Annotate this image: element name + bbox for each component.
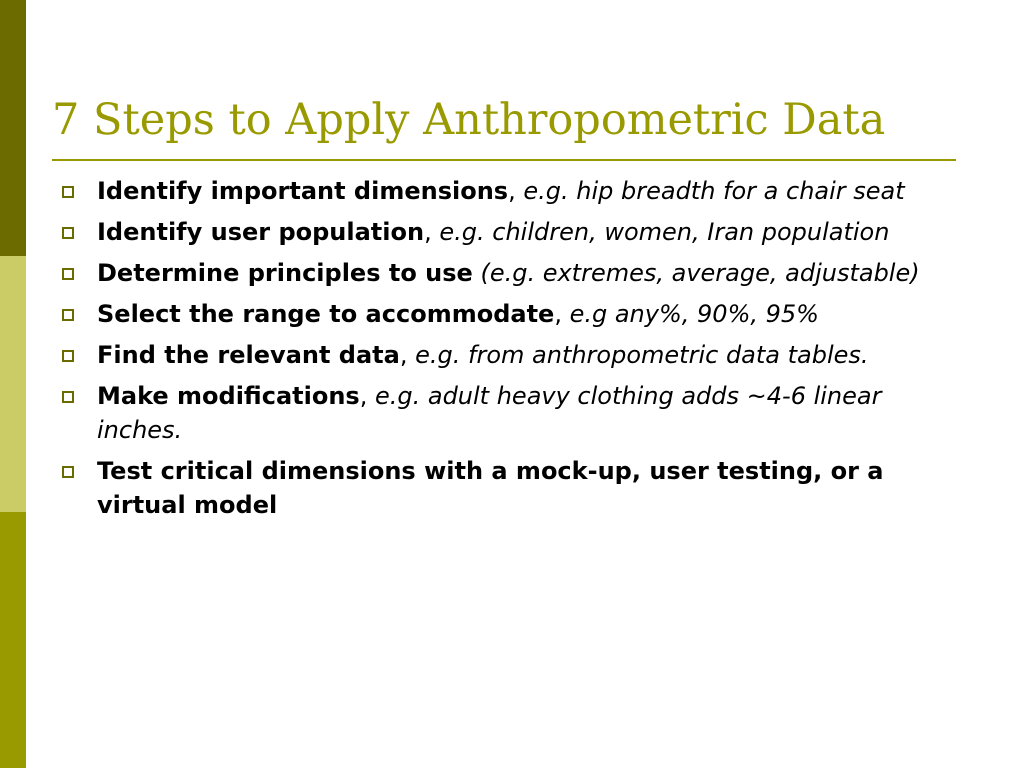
- square-bullet-icon: [62, 350, 74, 362]
- bullet-separator: ,: [399, 341, 416, 369]
- square-bullet-icon: [62, 268, 74, 280]
- square-bullet-icon: [62, 309, 74, 321]
- bullet-item-3: [62, 256, 952, 290]
- bullet-item-1: [62, 174, 952, 208]
- bullet-item-2: [62, 215, 952, 249]
- bullet-list: [62, 174, 952, 529]
- sidebar-light-segment: [0, 256, 26, 512]
- sidebar-olive-segment: [0, 512, 26, 768]
- bullet-separator: ,: [554, 300, 570, 328]
- bullet-item-7: [62, 454, 952, 522]
- bullet-heading: Identify important dimensions: [97, 177, 509, 205]
- bullet-example: e.g. children, women, Iran population: [439, 218, 890, 246]
- square-bullet-icon: [62, 186, 74, 198]
- bullet-item-6: [62, 379, 952, 447]
- bullet-heading: Find the relevant data: [97, 341, 400, 369]
- square-bullet-icon: [62, 466, 74, 478]
- bullet-separator: ,: [508, 177, 524, 205]
- bullet-separator: ,: [424, 218, 440, 246]
- square-bullet-icon: [62, 391, 74, 403]
- bullet-example: e.g. from anthropometric data tables.: [415, 341, 869, 369]
- bullet-heading: Select the range to accommodate: [97, 300, 555, 328]
- bullet-heading: Make modifications: [97, 382, 360, 410]
- square-bullet-icon: [62, 227, 74, 239]
- bullet-heading: Identify user population: [97, 218, 425, 246]
- bullet-item-4: [62, 297, 952, 331]
- bullet-example: e.g. hip breadth for a chair seat: [523, 177, 905, 205]
- bullet-example: (e.g. extremes, average, adjustable): [480, 259, 920, 287]
- bullet-example: e.g. adult heavy clothing adds ~4-6 linear inches.: [97, 382, 882, 444]
- sidebar-dark-segment: [0, 0, 26, 256]
- bullet-separator: ,: [359, 382, 375, 410]
- bullet-heading: Determine principles to use: [97, 259, 473, 287]
- title-underline: [52, 159, 956, 161]
- bullet-heading: Test critical dimensions with a mock-up, user testing, or a virtual model: [97, 457, 884, 519]
- bullet-example: e.g any%, 90%, 95%: [569, 300, 819, 328]
- slide-title: 7 Steps to Apply Anthropometric Data: [52, 95, 886, 145]
- bullet-item-5: [62, 338, 952, 372]
